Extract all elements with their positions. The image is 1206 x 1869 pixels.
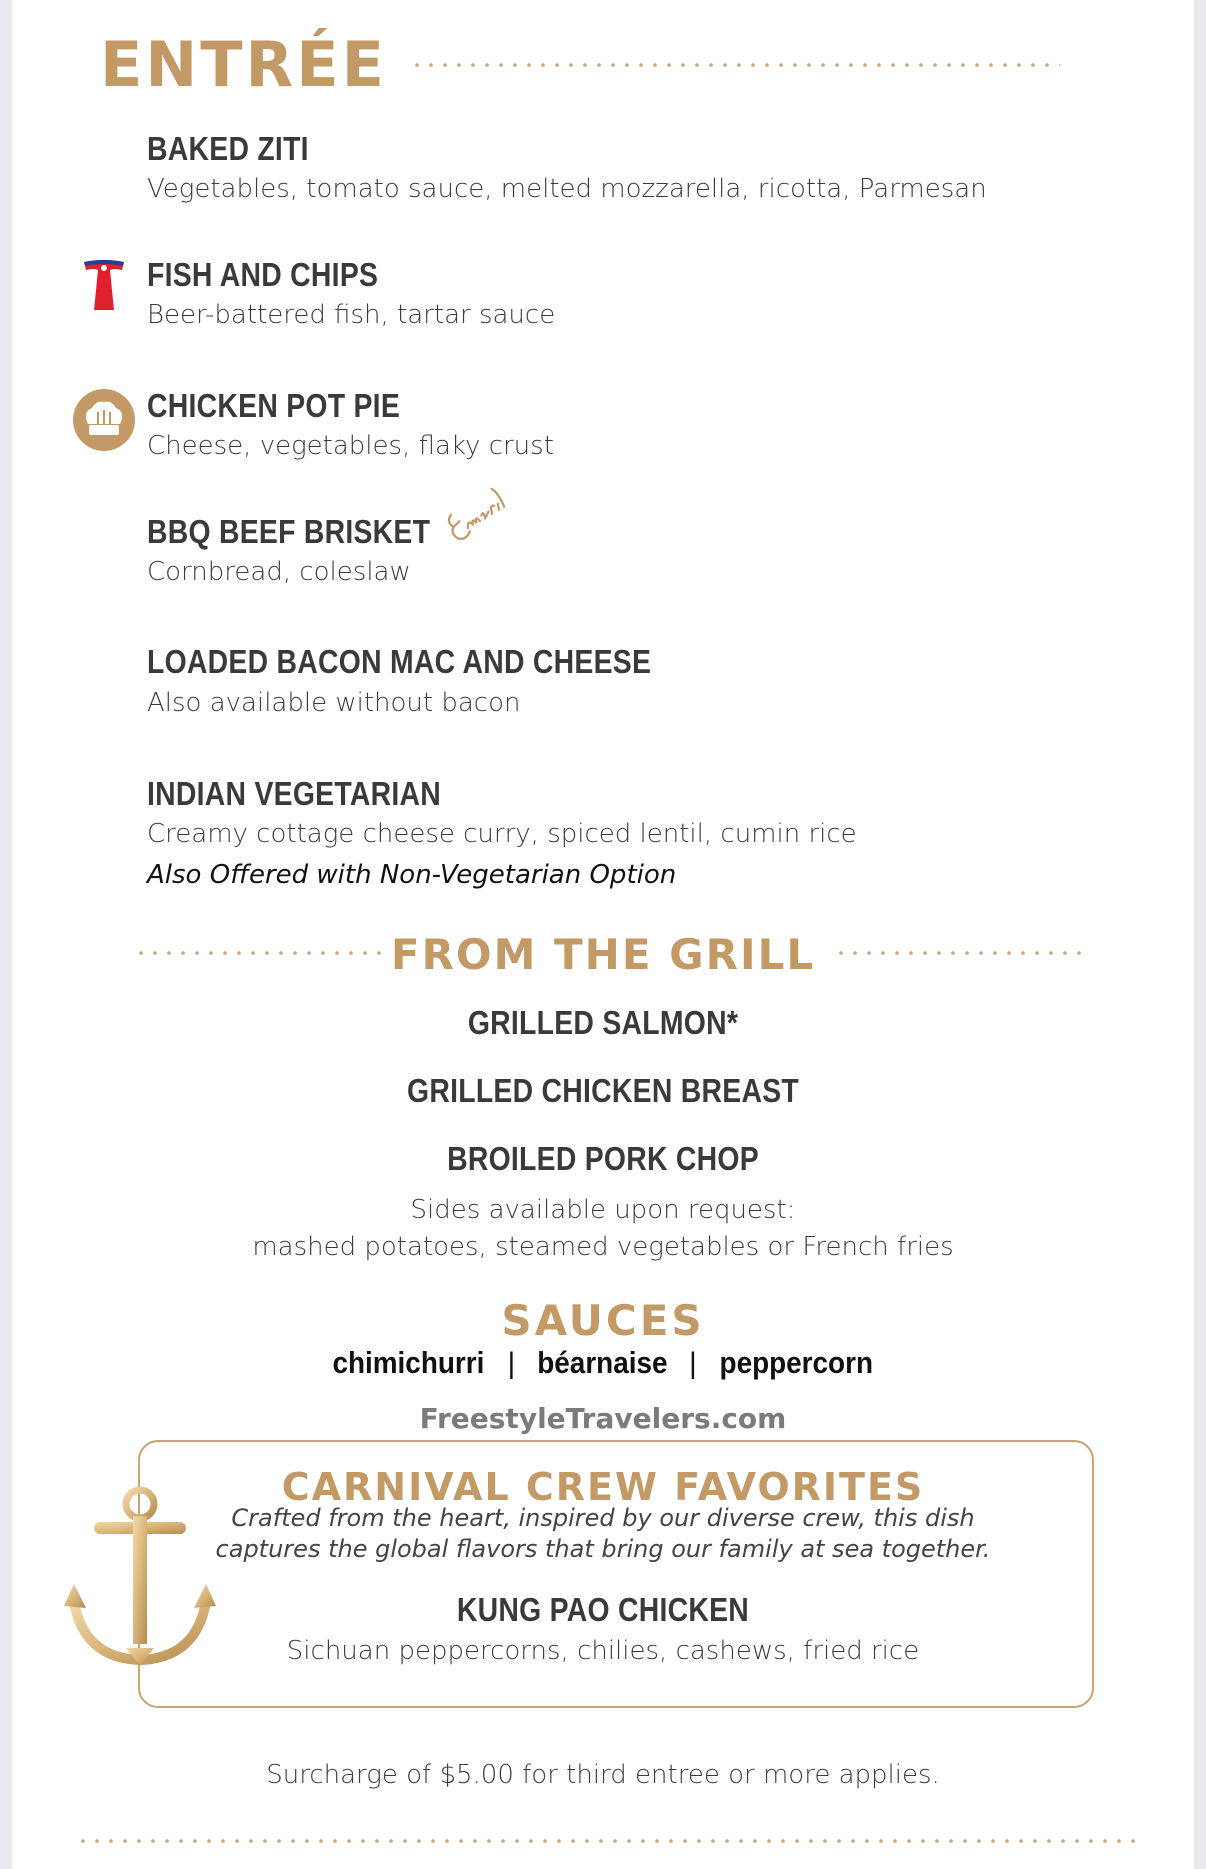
grill-divider-right	[834, 950, 1084, 956]
menu-item-name: FISH AND CHIPS	[147, 256, 379, 293]
menu-item-name: LOADED BACON MAC AND CHEESE	[147, 643, 652, 680]
carnival-funnel-icon	[80, 258, 128, 314]
grill-sides-list: mashed potatoes, steamed vegetables or French fries	[252, 1232, 954, 1262]
grill-heading: FROM THE GRILL	[390, 930, 816, 979]
menu-item-desc: Cheese, vegetables, flaky crust	[147, 431, 554, 461]
crew-tagline-line1: Crafted from the heart, inspired by our diverse crew, this dish	[231, 1504, 975, 1532]
entree-heading: ENTRÉE	[100, 28, 387, 101]
sauce-item: béarnaise	[537, 1345, 668, 1380]
crew-heading: CARNIVAL CREW FAVORITES	[281, 1465, 925, 1509]
sauces-heading: SAUCES	[501, 1296, 705, 1345]
menu-item-desc: Also available without bacon	[147, 688, 521, 718]
sauce-separator: |	[507, 1347, 516, 1380]
footer-divider	[76, 1838, 1136, 1844]
menu-item-name: INDIAN VEGETARIAN	[147, 775, 441, 812]
grill-sides-label: Sides available upon request:	[410, 1195, 796, 1225]
watermark: FreestyleTravelers.com	[419, 1402, 787, 1435]
anchor-icon	[60, 1482, 220, 1667]
sauce-separator: |	[688, 1347, 697, 1380]
sauce-item: peppercorn	[719, 1345, 874, 1380]
crew-item-name: KUNG PAO CHICKEN	[456, 1591, 750, 1628]
surcharge-note: Surcharge of $5.00 for third entree or more applies.	[266, 1760, 940, 1790]
menu-item-name: CHICKEN POT PIE	[147, 387, 401, 424]
grill-item-wrap	[0, 1140, 1206, 1178]
grill-item: BROILED PORK CHOP	[447, 1140, 759, 1177]
grill-item-wrap	[0, 1004, 1206, 1042]
entree-heading-divider	[410, 62, 1060, 68]
sauces-list	[0, 1345, 1206, 1381]
menu-item-desc: Creamy cottage cheese curry, spiced lentil, cumin rice	[147, 819, 857, 849]
menu-item-desc: Vegetables, tomato sauce, melted mozzarella, ricotta, Parmesan	[147, 174, 987, 204]
menu-item-note: Also Offered with Non-Vegetarian Option	[147, 860, 677, 890]
crew-tagline-line2: captures the global flavors that bring our family at sea together.	[215, 1535, 991, 1563]
crew-item-desc: Sichuan peppercorns, chilies, cashews, fried rice	[286, 1636, 920, 1666]
menu-item-desc: Cornbread, coleslaw	[147, 557, 411, 587]
menu-item-name: BBQ BEEF BRISKET	[147, 513, 431, 550]
sauce-item: chimichurri	[332, 1345, 485, 1380]
menu-item-desc: Beer-battered fish, tartar sauce	[147, 300, 556, 330]
grill-item: GRILLED CHICKEN BREAST	[407, 1072, 799, 1109]
grill-item: GRILLED SALMON*	[467, 1004, 739, 1041]
chef-hat-icon	[72, 388, 136, 452]
grill-item-wrap	[0, 1072, 1206, 1110]
emeril-signature	[440, 478, 512, 550]
menu-item-name: BAKED ZITI	[147, 130, 309, 167]
